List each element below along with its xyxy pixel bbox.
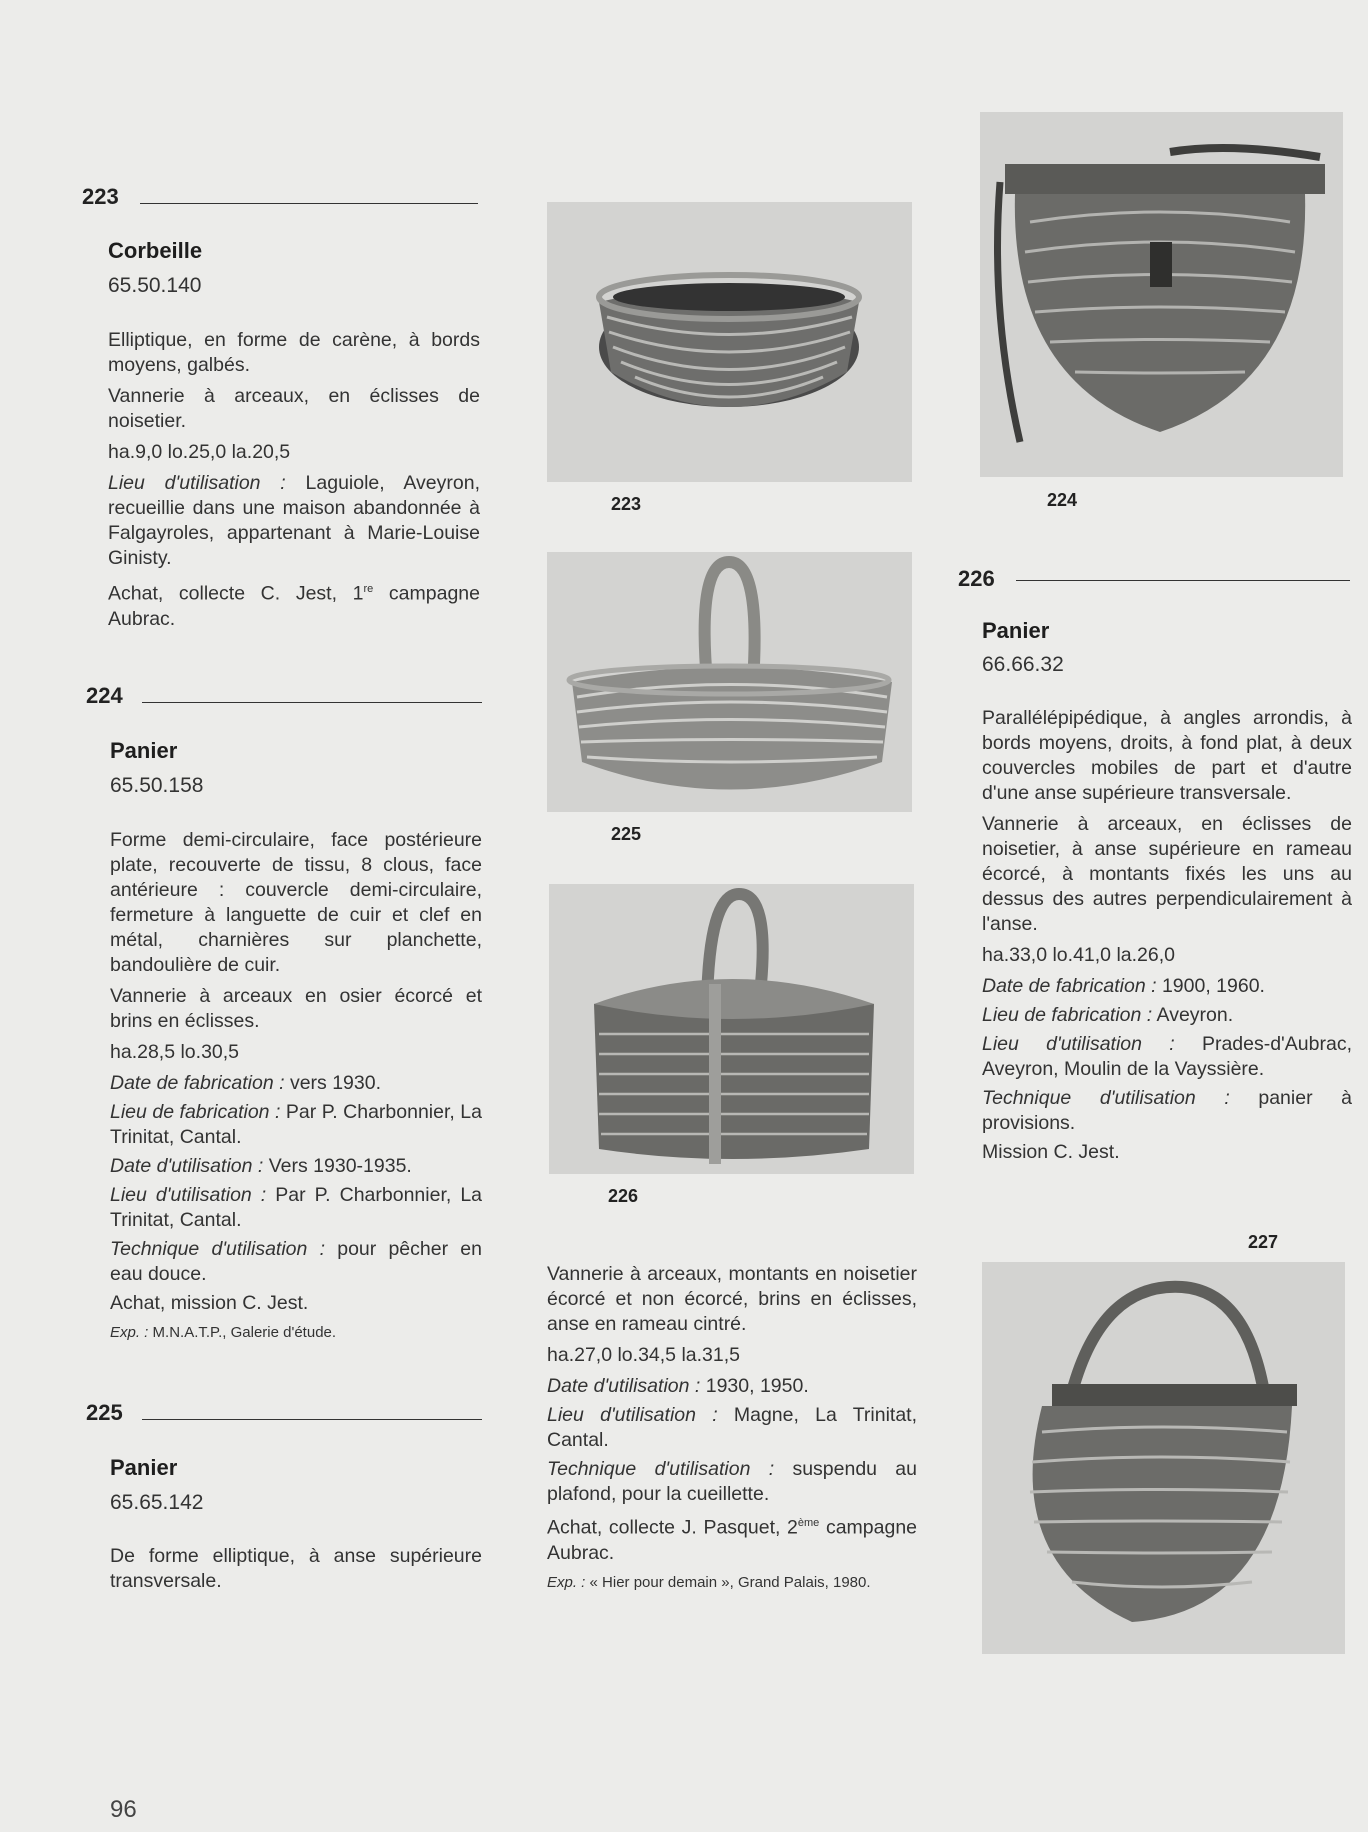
lieu-fabrication bbox=[110, 1100, 482, 1150]
field-label: Date d'utilisation : bbox=[547, 1375, 701, 1397]
field-label: Lieu d'utilisation : bbox=[982, 1033, 1175, 1055]
field-label: Date d'utilisation : bbox=[110, 1155, 264, 1177]
lieu-utilisation bbox=[547, 1403, 917, 1453]
field-label: Technique d'utilisation : bbox=[982, 1087, 1230, 1109]
basket-225-illustration bbox=[547, 552, 912, 812]
field-label: Lieu d'utilisation : bbox=[547, 1404, 718, 1426]
lieu-utilisation bbox=[110, 1183, 482, 1233]
field-label: Technique d'utilisation : bbox=[110, 1238, 325, 1260]
paragraph: Parallélépipédique, à angles arrondis, à bords moyens, droits, à fond plat, à deux couvercles mobiles de part et d'autre d'une anse supérieure transversale. bbox=[982, 707, 1352, 804]
field-value: 1900, 1960. bbox=[1161, 975, 1265, 997]
field-value: Vers 1930-1935. bbox=[268, 1155, 412, 1177]
lieu-utilisation bbox=[108, 471, 480, 571]
photo-224 bbox=[980, 112, 1343, 477]
field-value: « Hier pour demain », Grand Palais, 1980. bbox=[589, 1573, 871, 1591]
entry-body-223 bbox=[108, 328, 480, 638]
field-label: Date de fabrication : bbox=[982, 975, 1157, 997]
acquisition-text: Achat, collecte J. Pasquet, 2 bbox=[547, 1516, 798, 1539]
entry-ref-223: 65.50.140 bbox=[108, 274, 202, 297]
field-label: Lieu d'utilisation : bbox=[108, 472, 286, 494]
paragraph: De forme elliptique, à anse supérieure transversale. bbox=[110, 1545, 482, 1592]
field-label: Date de fabrication : bbox=[110, 1072, 285, 1094]
field-label: Lieu de fabrication : bbox=[110, 1101, 281, 1123]
entry-body-226 bbox=[982, 706, 1352, 1171]
field-value: suspendu au plafond, pour la cueillette. bbox=[547, 1458, 917, 1505]
photo-227 bbox=[982, 1262, 1345, 1654]
divider-223 bbox=[140, 203, 478, 204]
divider-225 bbox=[142, 1419, 482, 1420]
entry-title-226: Panier bbox=[982, 618, 1050, 643]
field-label: Lieu d'utilisation : bbox=[110, 1184, 267, 1206]
field-value: pour pêcher en eau douce. bbox=[110, 1238, 482, 1285]
ordinal-suffix: re bbox=[363, 583, 374, 595]
lieu-utilisation bbox=[982, 1032, 1352, 1082]
field-value: Aveyron. bbox=[1156, 1004, 1234, 1026]
basket-223-illustration bbox=[547, 202, 912, 482]
acquisition-text: Achat, collecte C. Jest, 1 bbox=[108, 582, 364, 605]
photo-225 bbox=[547, 552, 912, 812]
entry-number-225: 225 bbox=[86, 1400, 123, 1425]
photo-caption-226: 226 bbox=[608, 1186, 639, 1206]
photo-caption-227: 227 bbox=[1248, 1232, 1279, 1252]
entry-number-226: 226 bbox=[958, 566, 995, 591]
acquisition-text-end: campagne Aubrac. bbox=[547, 1516, 918, 1564]
basket-226-illustration bbox=[549, 884, 914, 1174]
photo-caption-223: 223 bbox=[611, 494, 642, 514]
field-value: Laguiole, Aveyron, recueillie dans une maison abandonnée à Falgayroles, appartenant à Marie-Louise Ginisty. bbox=[108, 472, 480, 569]
field-label: Exp. : bbox=[547, 1573, 586, 1591]
date-utilisation bbox=[110, 1154, 482, 1179]
entry-number-223: 223 bbox=[82, 184, 119, 209]
page-number: 96 bbox=[110, 1796, 137, 1823]
date-utilisation bbox=[547, 1374, 917, 1399]
paragraph: Elliptique, en forme de carène, à bords moyens, galbés. bbox=[108, 329, 480, 376]
field-label: Lieu de fabrication : bbox=[982, 1004, 1153, 1026]
entry-number-224: 224 bbox=[86, 683, 123, 708]
paragraph: Vannerie à arceaux, en éclisses de noisetier. bbox=[108, 385, 480, 432]
basket-227-illustration bbox=[982, 1262, 1345, 1654]
dimensions: ha.9,0 lo.25,0 la.20,5 bbox=[108, 441, 291, 463]
divider-224 bbox=[142, 702, 482, 703]
field-value: vers 1930. bbox=[289, 1072, 382, 1094]
divider-226 bbox=[1016, 580, 1350, 581]
entry-title-225: Panier bbox=[110, 1455, 178, 1480]
field-value: Prades-d'Aubrac, Aveyron, Moulin de la Vayssière. bbox=[982, 1033, 1352, 1080]
entry-ref-225: 65.65.142 bbox=[110, 1491, 204, 1514]
entry-title-224: Panier bbox=[110, 738, 178, 763]
lieu-fabrication bbox=[982, 1003, 1352, 1028]
field-value: M.N.A.T.P., Galerie d'étude. bbox=[152, 1324, 337, 1341]
acquisition bbox=[108, 577, 480, 632]
field-value: 1930, 1950. bbox=[705, 1375, 809, 1397]
photo-caption-225: 225 bbox=[611, 824, 642, 844]
entry-ref-224: 65.50.158 bbox=[110, 774, 204, 797]
acquisition bbox=[547, 1511, 917, 1566]
mission: Mission C. Jest. bbox=[982, 1141, 1120, 1163]
dimensions: ha.33,0 lo.41,0 la.26,0 bbox=[982, 944, 1175, 966]
basket-224-illustration bbox=[980, 112, 1343, 477]
entry-ref-226: 66.66.32 bbox=[982, 653, 1064, 676]
acquisition: Achat, mission C. Jest. bbox=[110, 1292, 309, 1314]
field-value: Par P. Charbonnier, La Trinitat, Cantal. bbox=[110, 1184, 483, 1231]
paragraph: Vannerie à arceaux en osier écorcé et brins en éclisses. bbox=[110, 985, 482, 1032]
entry-body-224 bbox=[110, 828, 482, 1351]
technique-utilisation bbox=[982, 1086, 1352, 1136]
paragraph: Forme demi-circulaire, face postérieure plate, recouverte de tissu, 8 clous, face antérieure : couvercle demi-circulaire, fermeture à languette de cuir et clef en métal, charnières sur planchette, bandoulière de cuir. bbox=[110, 829, 482, 976]
exhibition bbox=[547, 1570, 917, 1595]
paragraph: Vannerie à arceaux, montants en noisetier écorcé et non écorcé, brins en éclisses, anse en rameau cintré. bbox=[547, 1263, 917, 1335]
dimensions: ha.28,5 lo.30,5 bbox=[110, 1041, 240, 1063]
dimensions: ha.27,0 lo.34,5 la.31,5 bbox=[547, 1344, 740, 1366]
photo-caption-224: 224 bbox=[1047, 490, 1078, 510]
photo-226 bbox=[549, 884, 914, 1174]
field-value: Par P. Charbonnier, La Trinitat, Cantal. bbox=[110, 1101, 482, 1148]
technique-utilisation bbox=[547, 1457, 917, 1507]
date-fabrication bbox=[110, 1071, 482, 1096]
entry-body-225 bbox=[110, 1544, 482, 1600]
date-fabrication bbox=[982, 974, 1352, 999]
field-label: Exp. : bbox=[110, 1324, 149, 1341]
field-value: Magne, La Trinitat, Cantal. bbox=[547, 1404, 917, 1451]
technique-utilisation bbox=[110, 1237, 482, 1287]
field-value: panier à provisions. bbox=[982, 1087, 1353, 1134]
acquisition-text-end: campagne Aubrac. bbox=[108, 582, 480, 630]
photo-223 bbox=[547, 202, 912, 482]
exhibition bbox=[110, 1320, 482, 1345]
paragraph: Vannerie à arceaux, en éclisses de noisetier, à anse supérieure en rameau écorcé, à montants fixés les uns au dessus des autres perpendiculairement à l'anse. bbox=[982, 813, 1352, 935]
entry-body-225-continued bbox=[547, 1262, 917, 1601]
ordinal-suffix: ème bbox=[797, 1517, 820, 1529]
entry-title-223: Corbeille bbox=[108, 238, 203, 263]
field-label: Technique d'utilisation : bbox=[547, 1458, 775, 1480]
